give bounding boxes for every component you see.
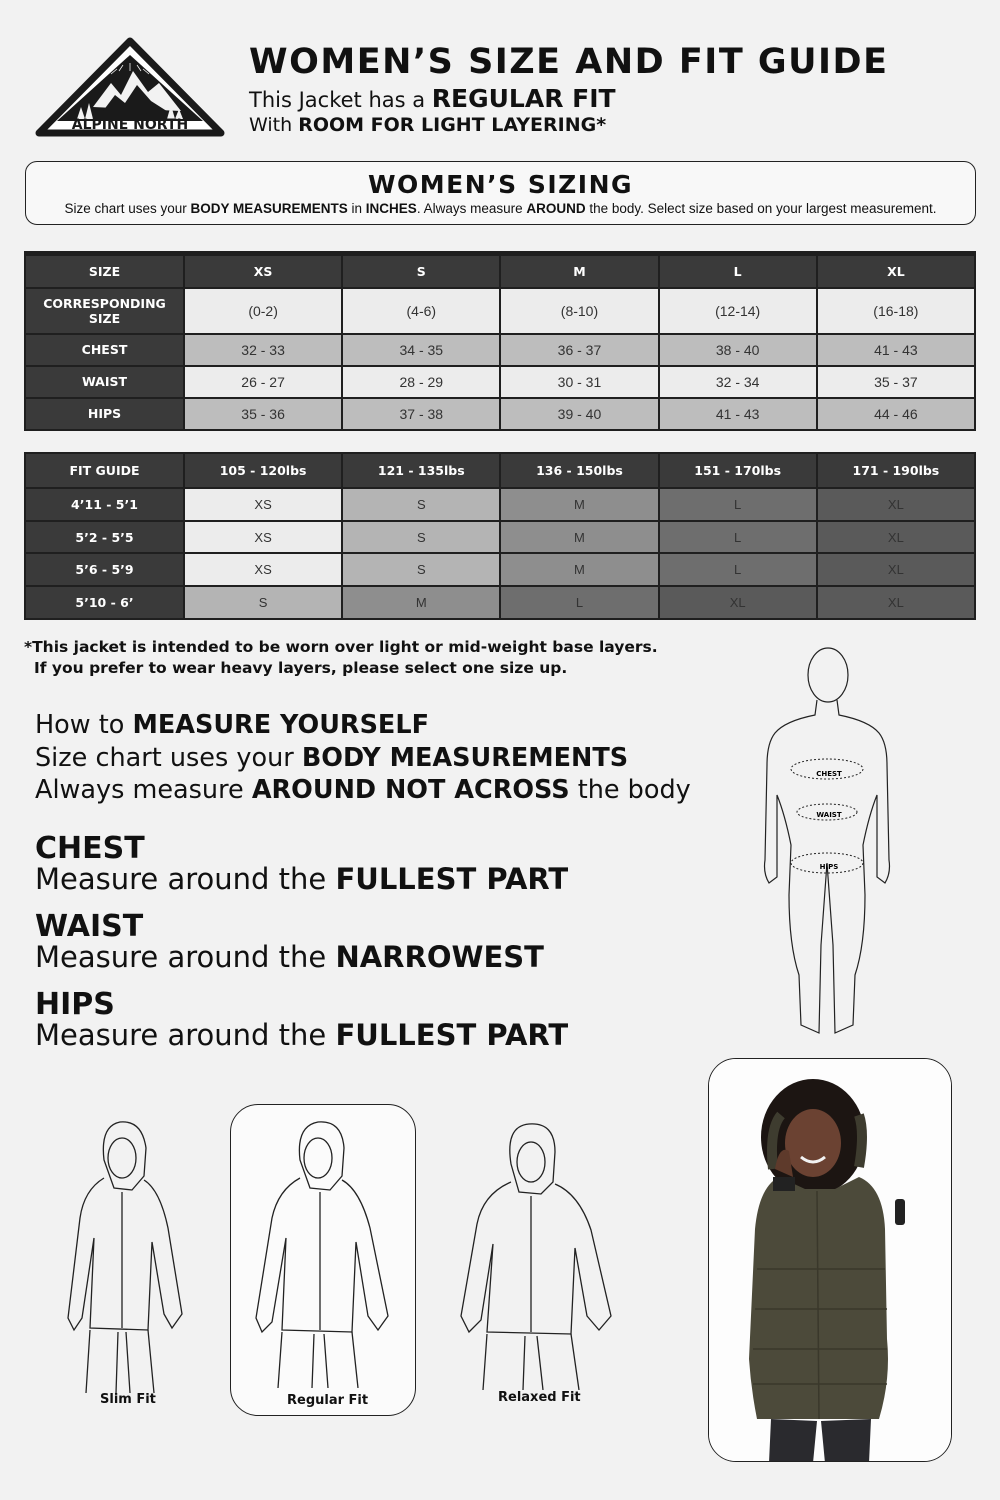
table-cell: XL (818, 554, 974, 585)
table-row (26, 554, 974, 585)
size-table (24, 251, 976, 431)
row-label: CORRESPONDING SIZE (26, 289, 183, 333)
table-row (26, 367, 974, 397)
relaxed-fit-label: Relaxed Fit (498, 1390, 581, 1405)
hips-instruction: HIPS Measure around the FULLEST PART (35, 987, 569, 1052)
fit-guide-table (24, 452, 976, 620)
row-label: CHEST (26, 335, 183, 365)
table-row (26, 335, 974, 365)
table-cell: 28 - 29 (343, 367, 499, 397)
table-cell: L (501, 587, 657, 618)
table-cell: 35 - 37 (818, 367, 974, 397)
hips-label: HIPS (819, 863, 839, 871)
chest-instruction: CHEST Measure around the FULLEST PART (35, 831, 569, 896)
table-header: XS (185, 256, 341, 287)
relaxed-fit-illustration (455, 1120, 615, 1390)
table-header: 151 - 170lbs (660, 454, 816, 487)
table-header: 121 - 135lbs (343, 454, 499, 487)
chest-label: CHEST (816, 770, 842, 778)
table-row (26, 522, 974, 553)
table-cell: S (343, 489, 499, 520)
table-cell: XL (818, 489, 974, 520)
table-cell: (4-6) (343, 289, 499, 333)
table-header-row (26, 454, 974, 487)
sizing-note: Size chart uses your BODY MEASUREMENTS in INCHES. Always measure AROUND the body. Select size based on your largest measurement. (64, 201, 937, 216)
table-header: 171 - 190lbs (818, 454, 974, 487)
sizing-title: WOMEN’S SIZING (367, 170, 634, 199)
table-cell: XS (185, 554, 341, 585)
table-header: M (501, 256, 657, 287)
table-cell: 35 - 36 (185, 399, 341, 429)
table-cell: XL (818, 587, 974, 618)
sizing-box (25, 161, 976, 225)
regular-fit-illustration (248, 1118, 398, 1388)
layering-line: With ROOM FOR LIGHT LAYERING* (249, 114, 607, 136)
table-cell: L (660, 489, 816, 520)
table-header: S (343, 256, 499, 287)
slim-fit-label: Slim Fit (100, 1392, 156, 1407)
table-cell: M (501, 522, 657, 553)
row-label: 5’2 - 5’5 (26, 522, 183, 553)
table-row (26, 489, 974, 520)
header (249, 42, 889, 137)
table-cell: 34 - 35 (343, 335, 499, 365)
table-cell: (16-18) (818, 289, 974, 333)
logo-text: ALPINE NORTH (71, 117, 189, 133)
table-row (26, 289, 974, 333)
table-cell: 32 - 33 (185, 335, 341, 365)
table-cell: (12-14) (660, 289, 816, 333)
table-cell: 26 - 27 (185, 367, 341, 397)
table-cell: (0-2) (185, 289, 341, 333)
table-cell: XL (818, 522, 974, 553)
slim-fit-illustration (60, 1118, 195, 1393)
table-header: L (660, 256, 816, 287)
model-photo (709, 1059, 952, 1462)
waist-label: WAIST (816, 811, 842, 819)
table-cell: XL (660, 587, 816, 618)
table-cell: L (660, 522, 816, 553)
table-cell: 37 - 38 (343, 399, 499, 429)
table-cell: M (501, 554, 657, 585)
product-photo-frame (708, 1058, 952, 1462)
body-measurement-figure (755, 645, 900, 1040)
table-row (26, 587, 974, 618)
table-cell: 41 - 43 (818, 335, 974, 365)
waist-instruction: WAIST Measure around the NARROWEST (35, 909, 544, 974)
table-cell: XS (185, 489, 341, 520)
table-cell: 32 - 34 (660, 367, 816, 397)
table-cell: 30 - 31 (501, 367, 657, 397)
table-header: SIZE (26, 256, 183, 287)
alpine-north-logo (33, 37, 227, 139)
fit-line: This Jacket has a REGULAR FIT (249, 84, 616, 113)
table-cell: XS (185, 522, 341, 553)
table-cell: 39 - 40 (501, 399, 657, 429)
row-label: WAIST (26, 367, 183, 397)
table-cell: 44 - 46 (818, 399, 974, 429)
row-label: 4’11 - 5’1 (26, 489, 183, 520)
table-cell: S (343, 522, 499, 553)
regular-fit-label: Regular Fit (287, 1393, 369, 1408)
table-header: XL (818, 256, 974, 287)
row-label: 5’10 - 6’ (26, 587, 183, 618)
table-cell: (8-10) (501, 289, 657, 333)
table-cell: L (660, 554, 816, 585)
table-header: FIT GUIDE (26, 454, 183, 487)
table-header: 136 - 150lbs (501, 454, 657, 487)
table-cell: M (501, 489, 657, 520)
table-cell: M (343, 587, 499, 618)
table-row (26, 399, 974, 429)
table-cell: 38 - 40 (660, 335, 816, 365)
row-label: HIPS (26, 399, 183, 429)
page-title: WOMEN’S SIZE AND FIT GUIDE (249, 42, 889, 82)
table-header: 105 - 120lbs (185, 454, 341, 487)
table-cell: S (343, 554, 499, 585)
table-cell: 41 - 43 (660, 399, 816, 429)
measure-instructions: How to MEASURE YOURSELF Size chart uses your BODY MEASUREMENTS Always measure AROUND NOT ACROSS the body (35, 710, 691, 805)
table-cell: S (185, 587, 341, 618)
table-header-row (26, 256, 974, 287)
layering-footnote: *This jacket is intended to be worn over light or mid-weight base layers. If you prefer to wear heavy layers, please select one size up. (24, 638, 658, 677)
row-label: 5’6 - 5’9 (26, 554, 183, 585)
table-cell: 36 - 37 (501, 335, 657, 365)
